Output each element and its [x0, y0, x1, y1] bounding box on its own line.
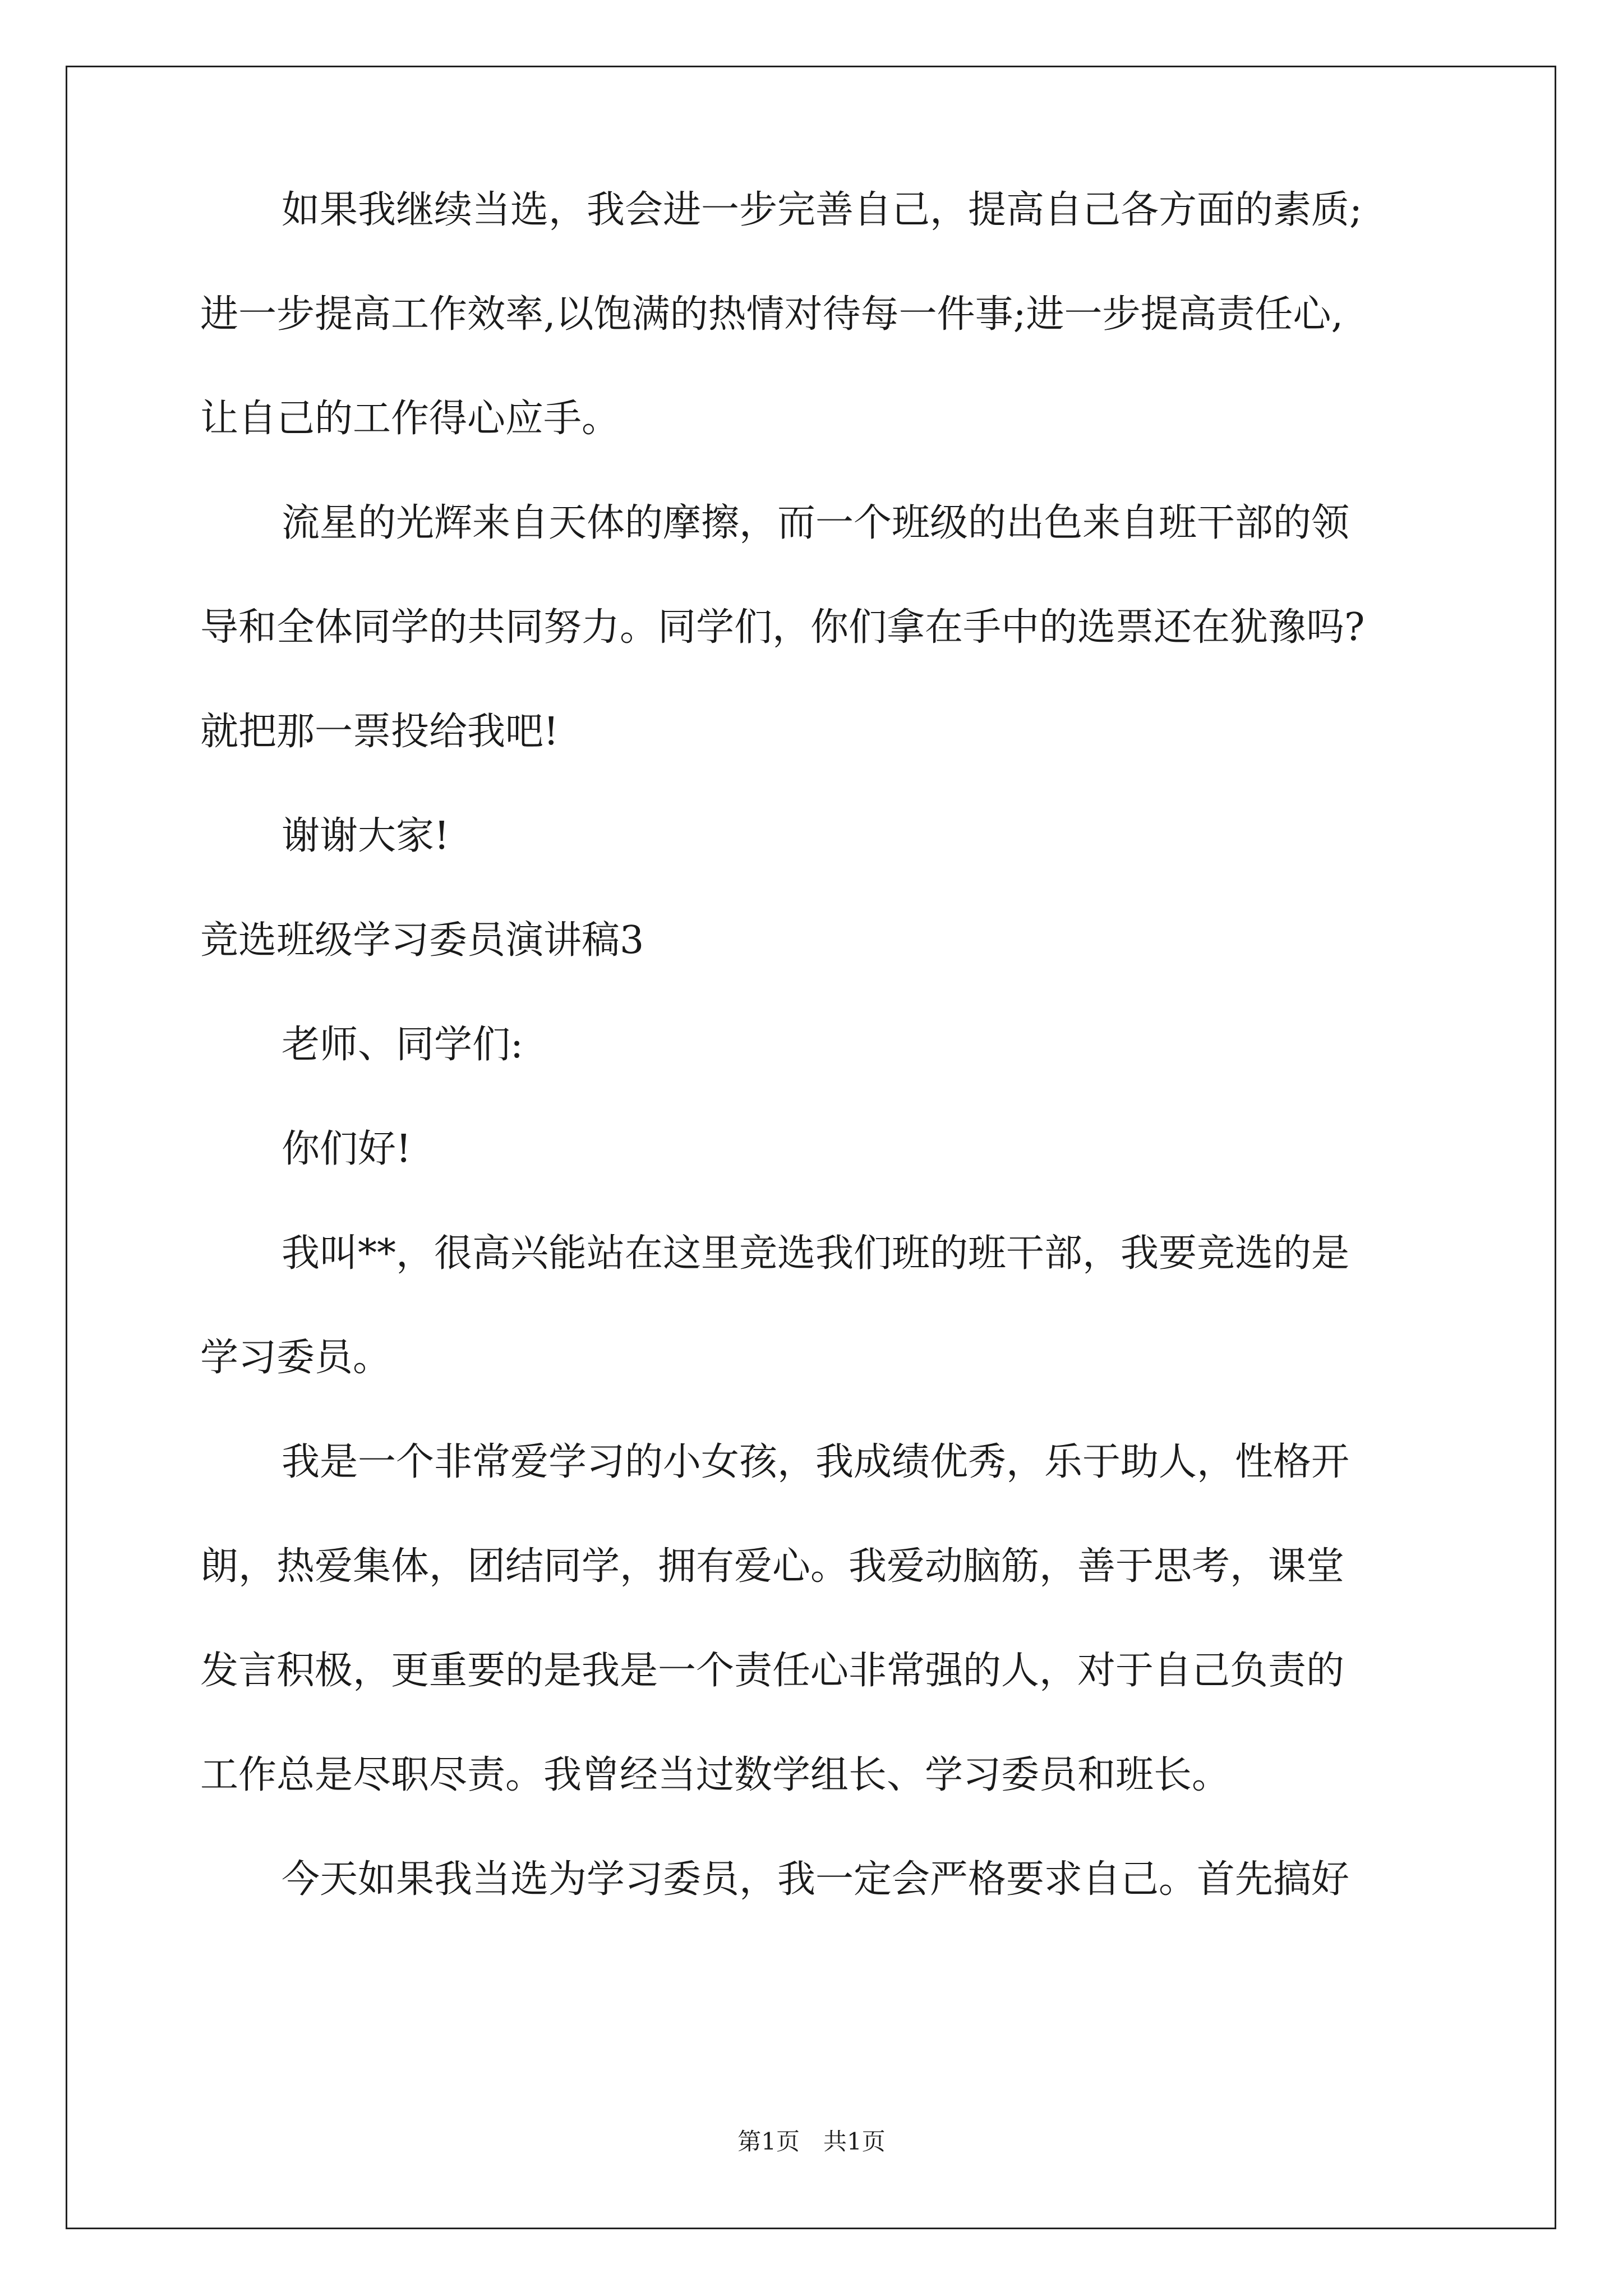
salutation: 老师、同学们:	[282, 1023, 523, 1067]
greeting: 你们好!	[282, 1127, 412, 1171]
paragraph-line: 工作总是尽职尽责。我曾经当过数学组长、学习委员和班长。	[200, 1753, 1230, 1797]
paragraph-line: 今天如果我当选为学习委员，我一定会严格要求自己。首先搞好	[282, 1857, 1350, 1902]
paragraph-line: 发言积极，更重要的是我是一个责任心非常强的人，对于自己负责的	[200, 1649, 1345, 1693]
paragraph-line: 流星的光辉来自天体的摩擦，而一个班级的出色来自班干部的领	[282, 501, 1350, 545]
paragraph-line: 学习委员。	[200, 1336, 391, 1380]
paragraph-line: 我叫**，很高兴能站在这里竞选我们班的班干部，我要竞选的是	[282, 1231, 1350, 1276]
paragraph-line: 就把那一票投给我吧!	[200, 710, 559, 754]
paragraph-line: 朗，热爱集体，团结同学，拥有爱心。我爱动脑筋，善于思考，课堂	[200, 1544, 1345, 1589]
paragraph-line: 谢谢大家!	[282, 814, 450, 858]
paragraph-line: 进一步提高工作效率,以饱满的热情对待每一件事;进一步提高责任心,	[200, 292, 1344, 337]
paragraph-line: 让自己的工作得心应手。	[200, 397, 620, 441]
section-heading: 竞选班级学习委员演讲稿3	[200, 918, 644, 963]
paragraph-line: 如果我继续当选，我会进一步完善自己，提高自己各方面的素质;	[282, 188, 1362, 232]
paragraph-line: 我是一个非常爱学习的小女孩，我成绩优秀，乐于助人，性格开	[282, 1440, 1350, 1484]
page-footer: 第1页 共1页	[737, 2128, 886, 2155]
paragraph-line: 导和全体同学的共同努力。同学们，你们拿在手中的选票还在犹豫吗?	[200, 605, 1365, 650]
